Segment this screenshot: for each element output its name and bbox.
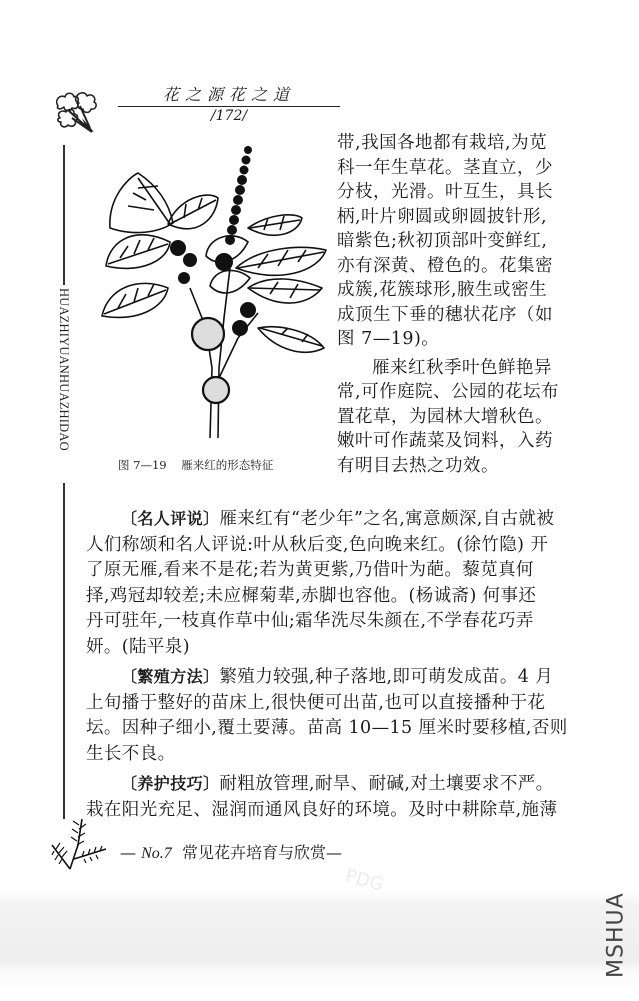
body-text	[86, 506, 626, 823]
text-line: 人们称颂和名人评说:叶从秋后变,色向晚来红。(徐竹隐) 开	[86, 534, 549, 555]
section-label: 〔名人评说〕	[121, 509, 220, 528]
left-margin-rule-lower	[63, 483, 65, 819]
text-line: 柄,叶片卵圆或卵圆披针形,	[337, 206, 548, 227]
text-line: 雁来红秋季叶色鲜艳异	[372, 357, 552, 378]
section-famous-comments	[86, 506, 626, 533]
text-line: 坛。因种子细小,覆土要薄。苗高 10—15 厘米时要移植,否则	[86, 718, 568, 738]
text-line: 置花草，为园林大增秋色。	[337, 406, 553, 427]
text-line: 耐粗放管理,耐旱、耐碱,对土壤要求不严。	[219, 774, 554, 794]
flower-ornament-icon	[52, 88, 102, 140]
text-line: 上旬播于整好的苗床上,很快便可出苗,也可以直接播种于花	[86, 692, 546, 713]
text-line: 常,可作庭院、公园的花坛布	[337, 382, 560, 402]
text-line: 分枝，光滑。叶互生，具长	[337, 182, 553, 202]
book-title: 花之源花之道	[118, 85, 340, 107]
section-care-tips	[86, 771, 626, 798]
chapter-footer	[120, 840, 342, 863]
page-number: /172/	[210, 108, 248, 124]
text-line: 栽在阳光充足、湿润而通风良好的环境。及时中耕除草,施薄	[86, 799, 558, 820]
text-line: 科一年生草花。茎直立，少	[337, 157, 553, 178]
text-line: 带,我国各地都有栽培,为苋	[337, 133, 548, 153]
text-line: 成簇,花簇球形,腋生或密生	[337, 280, 548, 300]
section-label: 〔养护技巧〕	[121, 774, 220, 793]
text-line: 了原无雁,看来不是花;若为黄更紫,乃借叶为葩。藜苋真何	[86, 560, 534, 580]
text-line: 雁来红有“老少年”之名,寓意颇深,自古就被	[219, 509, 555, 529]
text-line: 成顶生下垂的穗状花序（如	[337, 304, 553, 325]
amaranth-plant-illustration-icon	[98, 138, 330, 448]
figure-caption: 图 7—19 雁来红的形态特征	[118, 458, 274, 472]
text-line: 有明目去热之功效。	[337, 455, 499, 476]
text-line: 嫩叶可作蔬菜及饲料，入药	[337, 431, 553, 451]
section-label: 〔繁殖方法〕	[121, 667, 220, 686]
text-line: 择,鸡冠却较差;未应樨菊辈,赤脚也容他。(杨诚斋) 何事还	[86, 585, 537, 606]
text-line: 亦有深黄、橙色的。花集密	[337, 255, 553, 276]
text-line: 妍。(陆平泉)	[86, 636, 190, 657]
right-column-text	[337, 131, 627, 478]
left-margin-rule	[63, 145, 65, 285]
text-line: 图 7—19)。	[337, 329, 440, 349]
text-line: 暗紫色;秋初顶部叶变鲜红,	[337, 231, 548, 251]
section-propagation	[86, 664, 626, 691]
text-line: 丹可驻年,一枝真作草中仙;霜华洗尽朱颜在,不学春花巧弄	[86, 611, 534, 631]
pine-branch-ornament-icon	[48, 815, 120, 870]
chapter-number: No.7	[141, 845, 172, 862]
side-watermark: MSHUA	[603, 892, 629, 978]
footer-dash: —	[120, 843, 142, 862]
chapter-title: 常见花卉培育与欣赏—	[171, 843, 342, 862]
text-line: 繁殖力较强,种子落地,即可萌发成苗。4 月	[219, 667, 554, 687]
running-title-vertical: HUAZHIYUANHUAZHIDAO	[57, 288, 71, 451]
pdg-stamp: PDG	[342, 865, 386, 896]
text-line: 生长不良。	[86, 743, 176, 764]
